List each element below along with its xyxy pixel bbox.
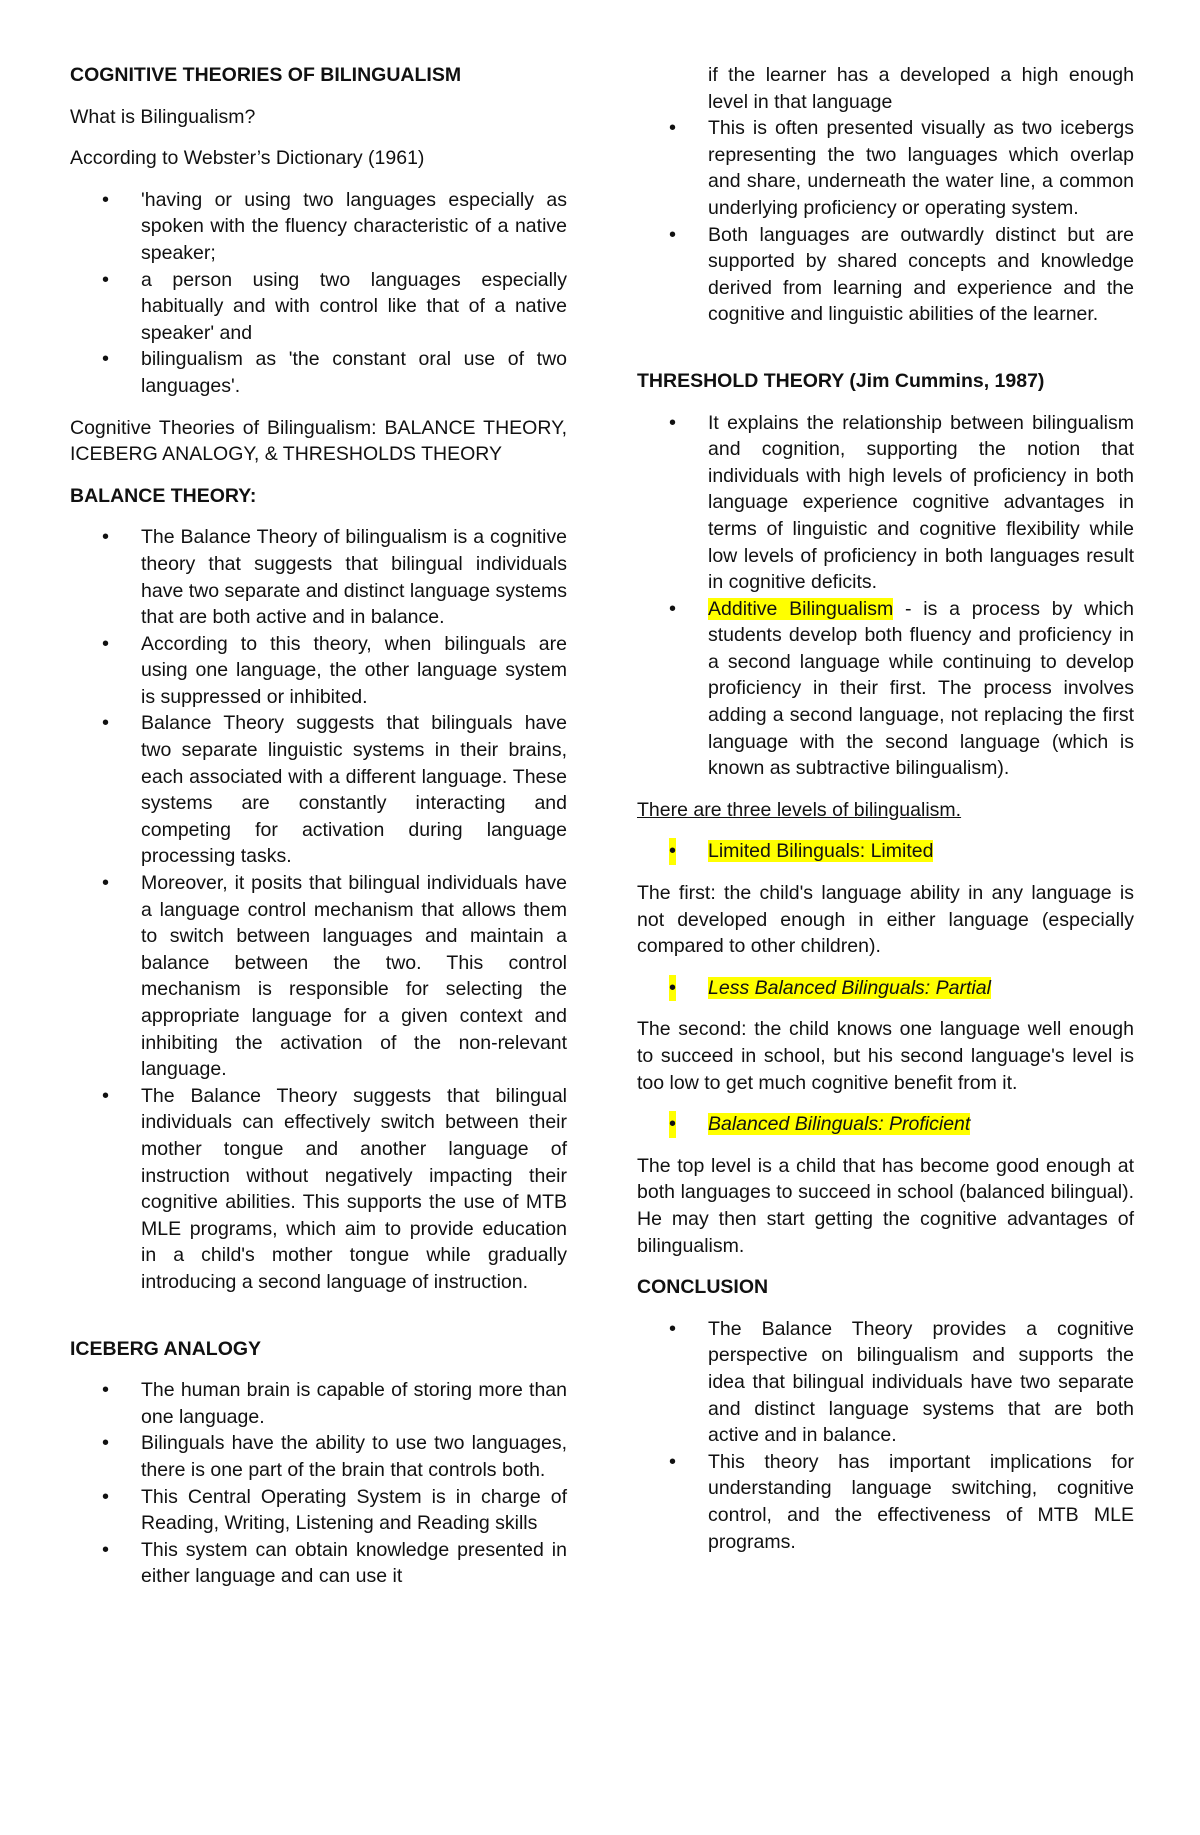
list-item: • This system can obtain knowledge presented in either language and can use it xyxy=(70,1537,567,1590)
list-item: • a person using two languages especially habitually and with control like that of a native speaker' and xyxy=(70,267,567,347)
theories-intro: Cognitive Theories of Bilingualism: BALANCE THEORY, ICEBERG ANALOGY, & THRESHOLDS THEORY xyxy=(70,416,567,466)
list-item: • It explains the relationship between bilingualism and cognition, supporting the notion that individuals with high levels of proficiency in both language experience cognitive advantages in terms of linguistic and cognitive flexibility while low levels of proficiency in both languages result in cognitive deficits. xyxy=(637,410,1134,596)
iceberg-list-continued xyxy=(637,62,1134,328)
list-item: • Both languages are outwardly distinct but are supported by shared concepts and knowledge derived from learning and experience and the cognitive and linguistic abilities of the learner. xyxy=(637,222,1134,328)
list-item: • bilingualism as 'the constant oral use of two languages'. xyxy=(70,346,567,399)
level3-label: Balanced Bilinguals: Proficient xyxy=(708,1113,971,1136)
level1-list xyxy=(637,838,1134,865)
list-item: • This is often presented visually as two icebergs representing the two languages which overlap and share, underneath the water line, a common underlying proficiency or operating system. xyxy=(637,115,1134,221)
list-item: • The Balance Theory of bilingualism is a cognitive theory that suggests that bilingual individuals have two separate and distinct language systems that are both active and in balance. xyxy=(70,524,567,630)
level1-label: Limited Bilinguals: Limited xyxy=(708,840,934,863)
list-item: • The Balance Theory provides a cognitive perspective on bilingualism and supports the idea that bilingual individuals have two separate and distinct language systems that are both active and in balance. xyxy=(637,1316,1134,1449)
level3-text: The top level is a child that has become good enough at both languages to succeed in school (balanced bilingual). He may then start getting the cognitive advantages of bilingualism. xyxy=(637,1154,1134,1257)
iceberg-heading: ICEBERG ANALOGY xyxy=(70,1337,262,1360)
highlighted-term: Additive Bilingualism xyxy=(708,597,894,620)
level2-text: The second: the child knows one language well enough to succeed in school, but his second language's level is too low to get much cognitive benefit from it. xyxy=(637,1018,1134,1094)
list-item: • According to this theory, when bilinguals are using one language, the other language system is suppressed or inhibited. xyxy=(70,631,567,711)
spacer xyxy=(637,343,1134,368)
balance-heading: BALANCE THEORY: xyxy=(70,484,257,507)
threshold-list xyxy=(637,410,1134,782)
threshold-heading: THRESHOLD THEORY (Jim Cummins, 1987) xyxy=(637,369,1045,392)
spacer xyxy=(70,1311,567,1336)
right-column xyxy=(637,62,1134,1570)
list-item: • This theory has important implications for understanding language switching, cognitive control, and the effectiveness of MTB MLE programs. xyxy=(637,1449,1134,1555)
source-text: According to Webster’s Dictionary (1961) xyxy=(70,147,425,170)
list-item: • 'having or using two languages especially as spoken with the fluency characteristic of a native speaker; xyxy=(70,187,567,267)
list-item: • Balance Theory suggests that bilinguals have two separate linguistic systems in their brains, each associated with a different language. These systems are constantly interacting and competing for activation during language processing tasks. xyxy=(70,710,567,870)
level-label xyxy=(637,1111,1134,1138)
left-column xyxy=(70,62,567,1605)
list-item: • The human brain is capable of storing more than one language. xyxy=(70,1377,567,1430)
balance-list xyxy=(70,524,567,1295)
list-item-additive xyxy=(637,596,1134,782)
level-label xyxy=(637,838,1134,865)
conclusion-list xyxy=(637,1316,1134,1555)
level3-list xyxy=(637,1111,1134,1138)
definition-list xyxy=(70,187,567,400)
iceberg-list xyxy=(70,1377,567,1590)
level2-label: Less Balanced Bilinguals: Partial xyxy=(708,976,991,999)
additive-text: - is a process by which students develop both fluency and proficiency in a second language while continuing to develop proficiency in their first. The process involves adding a second language, not replacing the first language with the second language (which is known as subtractive bilingualism). xyxy=(708,597,1135,780)
list-item-continued: if the learner has a developed a high enough level in that language xyxy=(708,64,1134,113)
list-item: • Moreover, it posits that bilingual individuals have a language control mechanism that allows them to switch between languages and maintain a balance between the two. This control mechanism is responsible for selecting the appropriate language for a given context and inhibiting the activation of the non-relevant language. xyxy=(70,870,567,1083)
level-label xyxy=(637,975,1134,1002)
list-item: • The Balance Theory suggests that bilingual individuals can effectively switch between their mother tongue and another language of instruction without negatively impacting their cognitive abilities. This supports the use of MTB MLE programs, which aim to provide education in a child's mother tongue while gradually introducing a second language of instruction. xyxy=(70,1083,567,1296)
conclusion-heading: CONCLUSION xyxy=(637,1276,769,1299)
levels-intro: There are three levels of bilingualism. xyxy=(637,798,962,821)
list-item: • This Central Operating System is in charge of Reading, Writing, Listening and Reading skills xyxy=(70,1484,567,1537)
document-title: COGNITIVE THEORIES OF BILINGUALISM xyxy=(70,64,462,86)
list-item: • Bilinguals have the ability to use two languages, there is one part of the brain that controls both. xyxy=(70,1430,567,1483)
question-text: What is Bilingualism? xyxy=(70,105,256,128)
level2-list xyxy=(637,975,1134,1002)
level1-text: The first: the child's language ability in any language is not developed enough in either language (especially compared to other children). xyxy=(637,882,1134,958)
